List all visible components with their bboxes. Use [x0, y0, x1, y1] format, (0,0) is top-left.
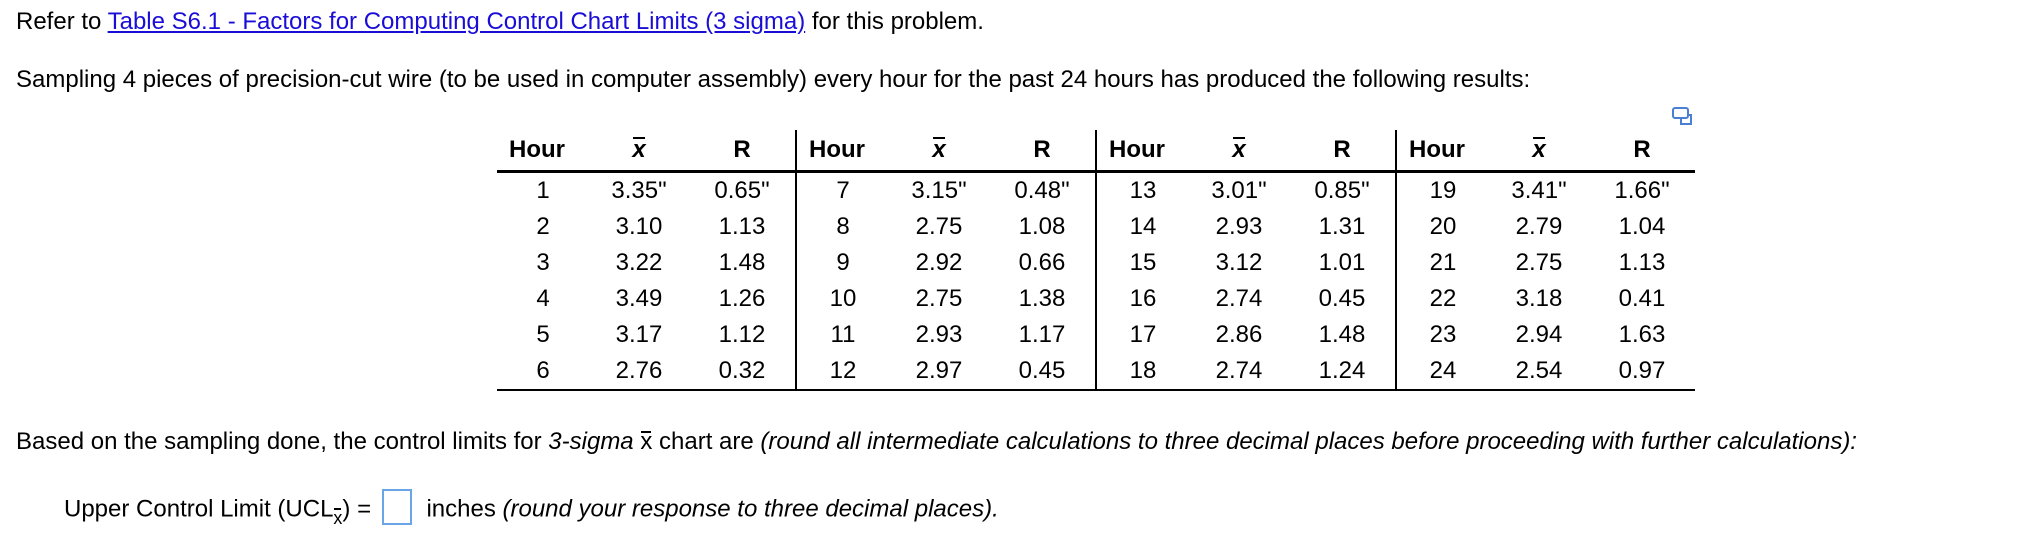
header-xbar-4: [1489, 130, 1589, 172]
cell-r: 0.66: [1018, 249, 1066, 276]
header-hour-4: Hour: [1396, 130, 1489, 172]
x-bar-header: x: [1232, 136, 1246, 163]
header-xbar-1: [589, 130, 689, 172]
cell-hour: 2: [536, 213, 550, 240]
cell-xbar: 2.93: [1215, 213, 1263, 240]
cell-hour: 13: [1096, 172, 1189, 210]
cell-r: 1.13: [1618, 249, 1666, 276]
cell-hour: 7: [796, 172, 889, 210]
ucl-label-suffix: ) =: [342, 495, 372, 523]
cell-hour: 20: [1396, 209, 1489, 245]
cell-hour: 11: [796, 317, 889, 353]
intro-suffix: for this problem.: [811, 8, 984, 35]
cell-r: 0.32: [689, 353, 796, 390]
cell-hour: 4: [536, 285, 550, 312]
header-r-1: R: [689, 130, 796, 172]
cell-r: 0.41: [1618, 285, 1666, 312]
cell-hour: 17: [1096, 317, 1189, 353]
sigma-label: 3-sigma: [548, 428, 634, 455]
question-text: [16, 428, 1857, 456]
cell-xbar: 3.35": [611, 177, 667, 204]
cell-hour: 10: [796, 281, 889, 317]
table-row: [497, 353, 1695, 390]
cell-xbar: 3.41": [1511, 177, 1567, 204]
cell-r: 0.48": [1014, 177, 1070, 204]
cell-xbar: 2.74: [1189, 353, 1289, 390]
ucl-instruction: (round your response to three decimal places).: [502, 495, 999, 523]
header-r-3: R: [1289, 130, 1396, 172]
cell-r: 0.97: [1589, 353, 1695, 390]
cell-xbar: 2.93: [915, 321, 963, 348]
header-hour-3: Hour: [1096, 130, 1189, 172]
cell-hour: 21: [1396, 245, 1489, 281]
cell-hour: 14: [1096, 209, 1189, 245]
cell-xbar: 3.01": [1211, 177, 1267, 204]
cell-r: 1.08: [1018, 213, 1066, 240]
cell-r: 1.26: [718, 285, 766, 312]
intro-prefix: Refer to: [16, 8, 102, 35]
cell-r: 0.65": [714, 177, 770, 204]
copy-table-icon[interactable]: [1670, 104, 1694, 128]
header-xbar-2: [889, 130, 989, 172]
x-bar-header: x: [632, 136, 646, 163]
cell-hour: 23: [1396, 317, 1489, 353]
factors-table-link[interactable]: Table S6.1 - Factors for Computing Control Chart Limits (3 sigma): [107, 8, 806, 35]
cell-r: 1.31: [1318, 213, 1366, 240]
cell-xbar: 3.49: [615, 285, 663, 312]
cell-xbar: 3.18: [1515, 285, 1563, 312]
header-hour-1: Hour: [497, 130, 589, 172]
cell-hour: 6: [497, 353, 589, 390]
ucl-answer-line: [64, 492, 999, 528]
cell-hour: 15: [1096, 245, 1189, 281]
table-row: [497, 281, 1695, 317]
intro-line: [16, 8, 984, 36]
cell-hour: 3: [536, 249, 550, 276]
cell-hour: 24: [1396, 353, 1489, 390]
cell-xbar: 3.15": [911, 177, 967, 204]
ucl-unit: inches: [426, 495, 496, 523]
cell-xbar: 2.75: [915, 213, 963, 240]
table-row: [497, 317, 1695, 353]
cell-r: 1.48: [718, 249, 766, 276]
rounding-instruction: (round all intermediate calculations to three decimal places before proceeding with further calculations):: [760, 428, 1857, 455]
cell-xbar: 2.74: [1215, 285, 1263, 312]
cell-xbar: 2.54: [1489, 353, 1589, 390]
cell-r: 0.45: [989, 353, 1096, 390]
cell-r: 1.01: [1318, 249, 1366, 276]
cell-xbar: 2.94: [1515, 321, 1563, 348]
cell-hour: 1: [536, 177, 550, 204]
cell-hour: 8: [796, 209, 889, 245]
cell-hour: 18: [1096, 353, 1189, 390]
cell-r: 1.24: [1289, 353, 1396, 390]
cell-xbar: 3.17: [615, 321, 663, 348]
cell-hour: 19: [1396, 172, 1489, 210]
cell-r: 1.17: [1018, 321, 1066, 348]
question-prefix: Based on the sampling done, the control limits for: [16, 428, 542, 455]
cell-xbar: 2.92: [915, 249, 963, 276]
cell-r: 1.38: [1018, 285, 1066, 312]
ucl-subscript: x: [333, 508, 343, 529]
header-hour-2: Hour: [796, 130, 889, 172]
chart-word: chart are: [659, 428, 754, 455]
cell-r: 1.66": [1614, 177, 1670, 204]
table-row: [497, 245, 1695, 281]
cell-xbar: 2.75: [1515, 249, 1563, 276]
cell-r: 0.85": [1314, 177, 1370, 204]
ucl-answer-input[interactable]: [382, 489, 412, 525]
cell-xbar: 2.76: [589, 353, 689, 390]
ucl-label-prefix: Upper Control Limit (UCL: [64, 495, 334, 523]
header-xbar-3: [1189, 130, 1289, 172]
cell-r: 1.48: [1318, 321, 1366, 348]
cell-r: 1.12: [718, 321, 766, 348]
cell-xbar: 2.86: [1215, 321, 1263, 348]
cell-xbar: 2.75: [915, 285, 963, 312]
cell-hour: 22: [1396, 281, 1489, 317]
table-row: [497, 209, 1695, 245]
cell-xbar: 3.22: [615, 249, 663, 276]
cell-xbar: 2.97: [889, 353, 989, 390]
cell-xbar: 3.12: [1215, 249, 1263, 276]
data-table: [497, 130, 1695, 391]
header-r-4: R: [1589, 130, 1695, 172]
cell-r: 1.13: [718, 213, 766, 240]
header-r-2: R: [989, 130, 1096, 172]
cell-hour: 9: [796, 245, 889, 281]
cell-hour: 12: [796, 353, 889, 390]
table-row: [497, 172, 1695, 210]
cell-r: 1.04: [1618, 213, 1666, 240]
x-bar-header: x: [1532, 136, 1546, 163]
x-bar-symbol: x: [640, 428, 653, 455]
cell-hour: 5: [536, 321, 550, 348]
x-bar-header: x: [932, 136, 946, 163]
cell-r: 1.63: [1618, 321, 1666, 348]
cell-hour: 16: [1096, 281, 1189, 317]
cell-xbar: 3.10: [615, 213, 663, 240]
cell-r: 0.45: [1318, 285, 1366, 312]
cell-xbar: 2.79: [1515, 213, 1563, 240]
problem-text: Sampling 4 pieces of precision-cut wire (to be used in computer assembly) every hour for the past 24 hours has produced the following results:: [16, 66, 1531, 93]
table-header-row: [497, 130, 1695, 172]
